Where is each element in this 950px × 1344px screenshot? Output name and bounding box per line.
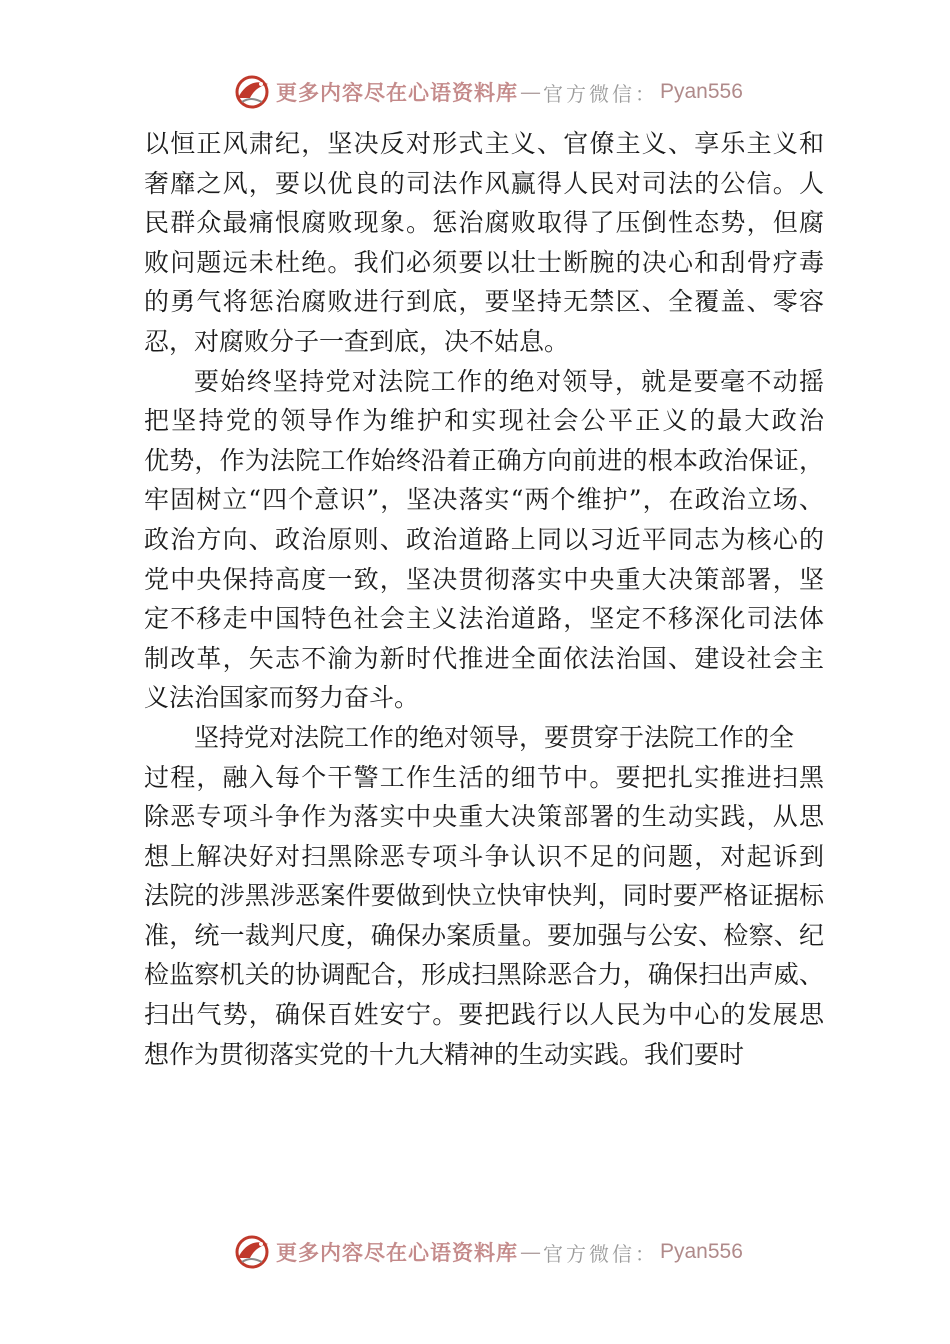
bird-seal-logo-icon: [232, 1232, 272, 1272]
text-line: 除恶专项斗争作为落实中央重大决策部署的生动实践，从思: [144, 802, 824, 832]
text-line: 牢固树立“四个意识”，坚决落实“两个维护”，在政治立场、: [144, 485, 824, 515]
watermark-label: 官方微信：: [543, 81, 658, 106]
text-line: 想作为贯彻落实党的十九大精神的生动实践。我们要时: [144, 1039, 745, 1069]
text-line: 准，统一裁判尺度，确保办案质量。要加强与公安、检察、纪: [144, 920, 824, 950]
watermark-account: Pyan556: [660, 80, 743, 103]
text-line: 过程，融入每个干警工作生活的细节中。要把扎实推进扫黑: [144, 762, 824, 792]
watermark-text: 更多内容尽在心语资料库: [276, 1240, 518, 1265]
watermark-account: Pyan556: [660, 1240, 743, 1263]
watermark-label: 官方微信：: [543, 1241, 658, 1266]
text-line: 定不移走中国特色社会主义法治道路，坚定不移深化司法体: [144, 604, 824, 634]
text-line: 制改革，矢志不渝为新时代推进全面依法治国、建设社会主: [144, 643, 824, 673]
text-line: 忍，对腐败分子一查到底，决不姑息。: [144, 326, 570, 356]
header-watermark: [232, 72, 743, 112]
text-line: 检监察机关的协调配合，形成扫黑除恶合力，确保扫出声威、: [144, 960, 824, 990]
text-line: 坚持党对法院工作的绝对领导，要贯穿于法院工作的全: [194, 722, 795, 752]
document-body: [144, 124, 824, 1074]
text-line: 法院的涉黑涉恶案件要做到快立快审快判，同时要严格证据标: [144, 881, 824, 911]
text-line: 扫出气势，确保百姓安宁。要把践行以人民为中心的发展思: [144, 1000, 824, 1030]
text-line: 政治方向、政治原则、政治道路上同以习近平同志为核心的: [144, 524, 824, 554]
text-line: 把坚持党的领导作为维护和实现社会公平正义的最大政治: [144, 406, 824, 436]
watermark-separator: —: [520, 1240, 541, 1264]
bird-seal-logo-icon: [232, 72, 272, 112]
text-line: 以恒正风肃纪，坚决反对形式主义、官僚主义、享乐主义和: [144, 129, 824, 158]
text-line: 要始终坚持党对法院工作的绝对领导，就是要毫不动摇: [194, 366, 824, 396]
text-line: 败问题远未杜绝。我们必须要以壮士断腕的决心和刮骨疗毒: [144, 247, 824, 277]
text-line: 的勇气将惩治腐败进行到底，要坚持无禁区、全覆盖、零容: [144, 287, 824, 317]
watermark-text: 更多内容尽在心语资料库: [276, 80, 518, 105]
footer-watermark: [232, 1232, 743, 1272]
text-line: 党中央保持高度一致，坚决贯彻落实中央重大决策部署，坚: [144, 564, 824, 594]
text-line: 想上解决好对扫黑除恶专项斗争认识不足的问题，对起诉到: [144, 841, 824, 871]
text-line: 民群众最痛恨腐败现象。惩治腐败取得了压倒性态势，但腐: [144, 208, 824, 238]
text-line: 义法治国家而努力奋斗。: [144, 683, 420, 713]
text-line: 奢靡之风，要以优良的司法作风赢得人民对司法的公信。人: [144, 168, 824, 198]
watermark-separator: —: [520, 80, 541, 104]
text-line: 优势，作为法院工作始终沿着正确方向前进的根本政治保证，: [144, 445, 824, 475]
